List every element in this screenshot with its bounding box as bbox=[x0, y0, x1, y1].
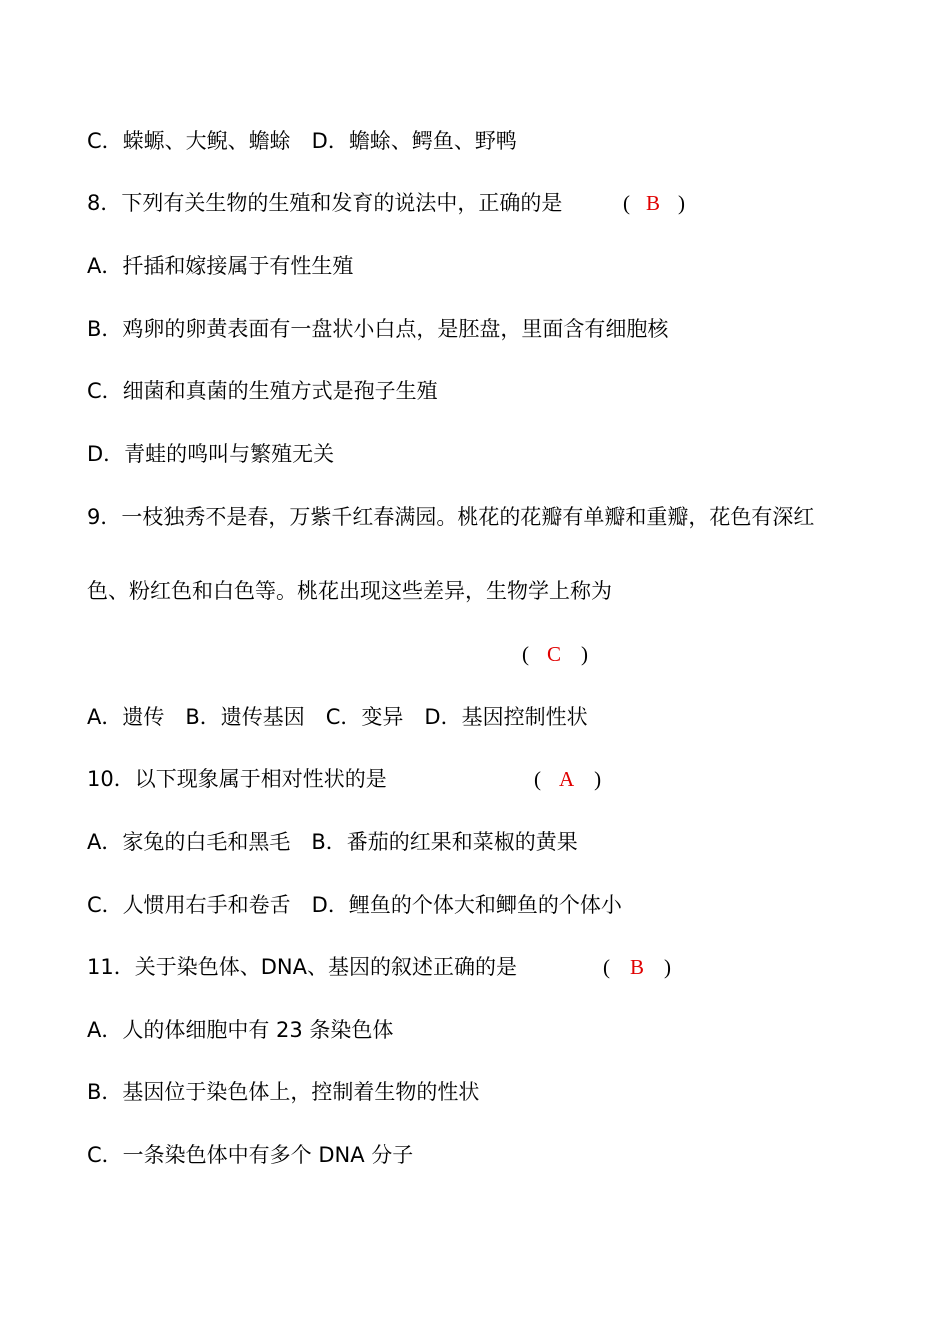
question-11: 11．关于染色体、DNA、基因的叙述正确的是 bbox=[87, 955, 517, 979]
answer-bracket-q8: ( B ) bbox=[623, 191, 686, 215]
question-8-option-a: A．扦插和嫁接属于有性生殖 bbox=[87, 254, 354, 278]
question-9-line-2: 色、粉红色和白色等。桃花出现这些差异，生物学上称为 bbox=[87, 579, 612, 603]
answer-q9: C bbox=[547, 642, 562, 666]
answer-bracket-q11: ( B ) bbox=[603, 955, 672, 979]
question-8-option-d: D．青蛙的鸣叫与繁殖无关 bbox=[87, 442, 335, 466]
question-11-option-a: A．人的体细胞中有 23 条染色体 bbox=[87, 1018, 394, 1042]
answer-q11: B bbox=[630, 955, 645, 979]
question-10-options-c-d: C．人惯用右手和卷舌 D．鲤鱼的个体大和鲫鱼的个体小 bbox=[87, 893, 622, 917]
question-8-option-c: C．细菌和真菌的生殖方式是孢子生殖 bbox=[87, 379, 438, 403]
answer-q10: A bbox=[559, 767, 575, 791]
question-9-line-1: 9．一枝独秀不是春，万紫千红春满园。桃花的花瓣有单瓣和重瓣，花色有深红 bbox=[87, 505, 815, 529]
question-8-option-b: B．鸡卵的卵黄表面有一盘状小白点，是胚盘，里面含有细胞核 bbox=[87, 317, 669, 341]
answer-q8: B bbox=[646, 191, 661, 215]
answer-bracket-q9: ( C ) bbox=[522, 642, 589, 666]
question-10: 10．以下现象属于相对性状的是 bbox=[87, 767, 387, 791]
option-line-c-d-q7: C．蝾螈、大鲵、蟾蜍 D．蟾蜍、鳄鱼、野鸭 bbox=[87, 129, 517, 153]
question-11-option-c: C．一条染色体中有多个 DNA 分子 bbox=[87, 1143, 414, 1167]
question-10-options-a-b: A．家兔的白毛和黑毛 B．番茄的红果和菜椒的黄果 bbox=[87, 830, 578, 854]
answer-bracket-q10: ( A ) bbox=[534, 767, 602, 791]
question-9-options: A．遗传 B．遗传基因 C．变异 D．基因控制性状 bbox=[87, 705, 588, 729]
question-8: 8．下列有关生物的生殖和发育的说法中，正确的是 bbox=[87, 191, 563, 215]
question-11-option-b: B．基因位于染色体上，控制着生物的性状 bbox=[87, 1080, 480, 1104]
